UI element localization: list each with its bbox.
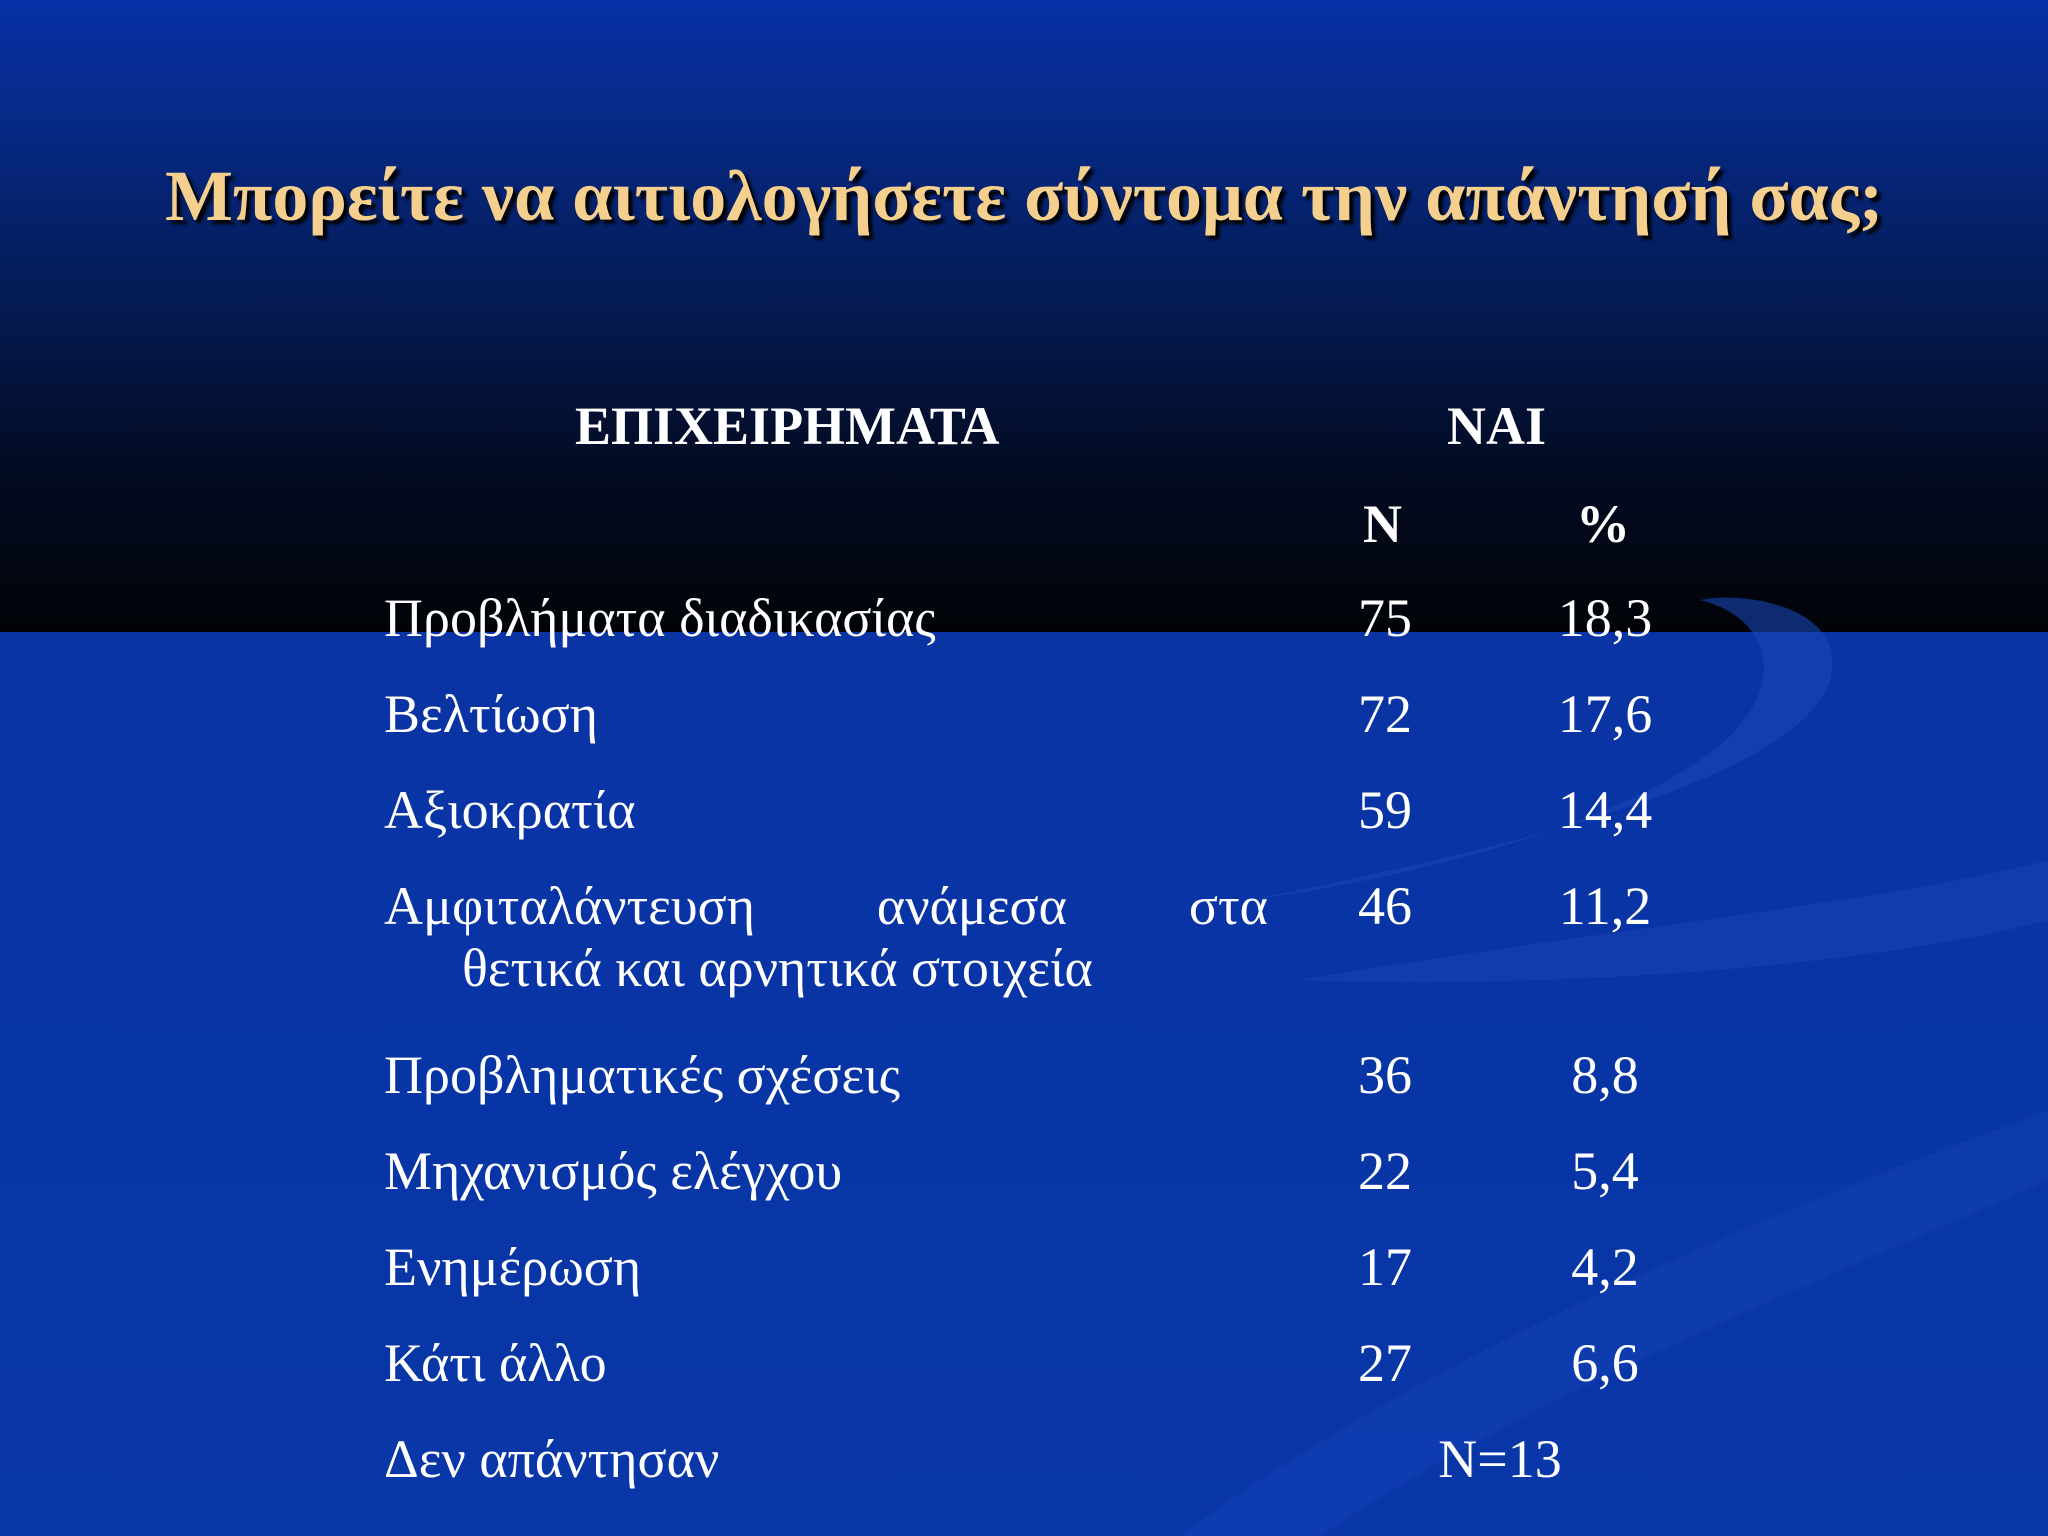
header-n: Ν xyxy=(1363,494,1402,554)
row-percent: 17,6 xyxy=(1557,684,1653,744)
row-label-word: στα xyxy=(1188,876,1268,936)
row-n: 46 xyxy=(1358,876,1412,936)
header-arguments: ΕΠΙΧΕΙΡΗΜΑΤΑ xyxy=(575,396,1000,456)
row-label: Προβληματικές σχέσεις xyxy=(384,1045,901,1105)
header-percent: % xyxy=(1576,494,1630,554)
row-label: Αξιοκρατία xyxy=(384,780,636,840)
header-yes: ΝΑΙ xyxy=(1447,396,1547,456)
row-n: 22 xyxy=(1358,1141,1412,1201)
row-label: Ενημέρωση xyxy=(384,1237,642,1297)
row-percent: 5,4 xyxy=(1571,1141,1639,1201)
row-percent: 8,8 xyxy=(1571,1045,1639,1105)
row-label-line1 xyxy=(384,875,1268,937)
row-label: Κάτι άλλο xyxy=(384,1333,607,1393)
row-n: 59 xyxy=(1358,780,1412,840)
row-n: 72 xyxy=(1358,684,1412,744)
row-label: Βελτίωση xyxy=(384,684,598,744)
row-label: Προβλήματα διαδικασίας xyxy=(384,588,936,648)
row-n: 17 xyxy=(1358,1237,1412,1297)
row-n: 27 xyxy=(1358,1333,1412,1393)
row-label: Μηχανισμός ελέγχου xyxy=(384,1141,843,1201)
row-label-word: Αμφιταλάντευση xyxy=(384,876,755,936)
row-n: 36 xyxy=(1358,1045,1412,1105)
row-label-word: ανάμεσα xyxy=(876,876,1067,936)
row-percent: 18,3 xyxy=(1557,588,1653,648)
slide-title: Μπορείτε να αιτιολογήσετε σύντομα την απάντησή σας; xyxy=(164,156,1884,236)
row-label-line2: θετικά και αρνητικά στοιχεία xyxy=(462,938,1093,998)
row-n: 75 xyxy=(1358,588,1412,648)
row-percent: 11,2 xyxy=(1558,876,1652,936)
row-label-wrapped xyxy=(384,875,1268,999)
row-percent: 14,4 xyxy=(1557,780,1653,840)
row-percent: 6,6 xyxy=(1571,1333,1639,1393)
row-total: Ν=13 xyxy=(1438,1429,1562,1489)
row-percent: 4,2 xyxy=(1571,1237,1639,1297)
row-label: Δεν απάντησαν xyxy=(384,1429,720,1489)
